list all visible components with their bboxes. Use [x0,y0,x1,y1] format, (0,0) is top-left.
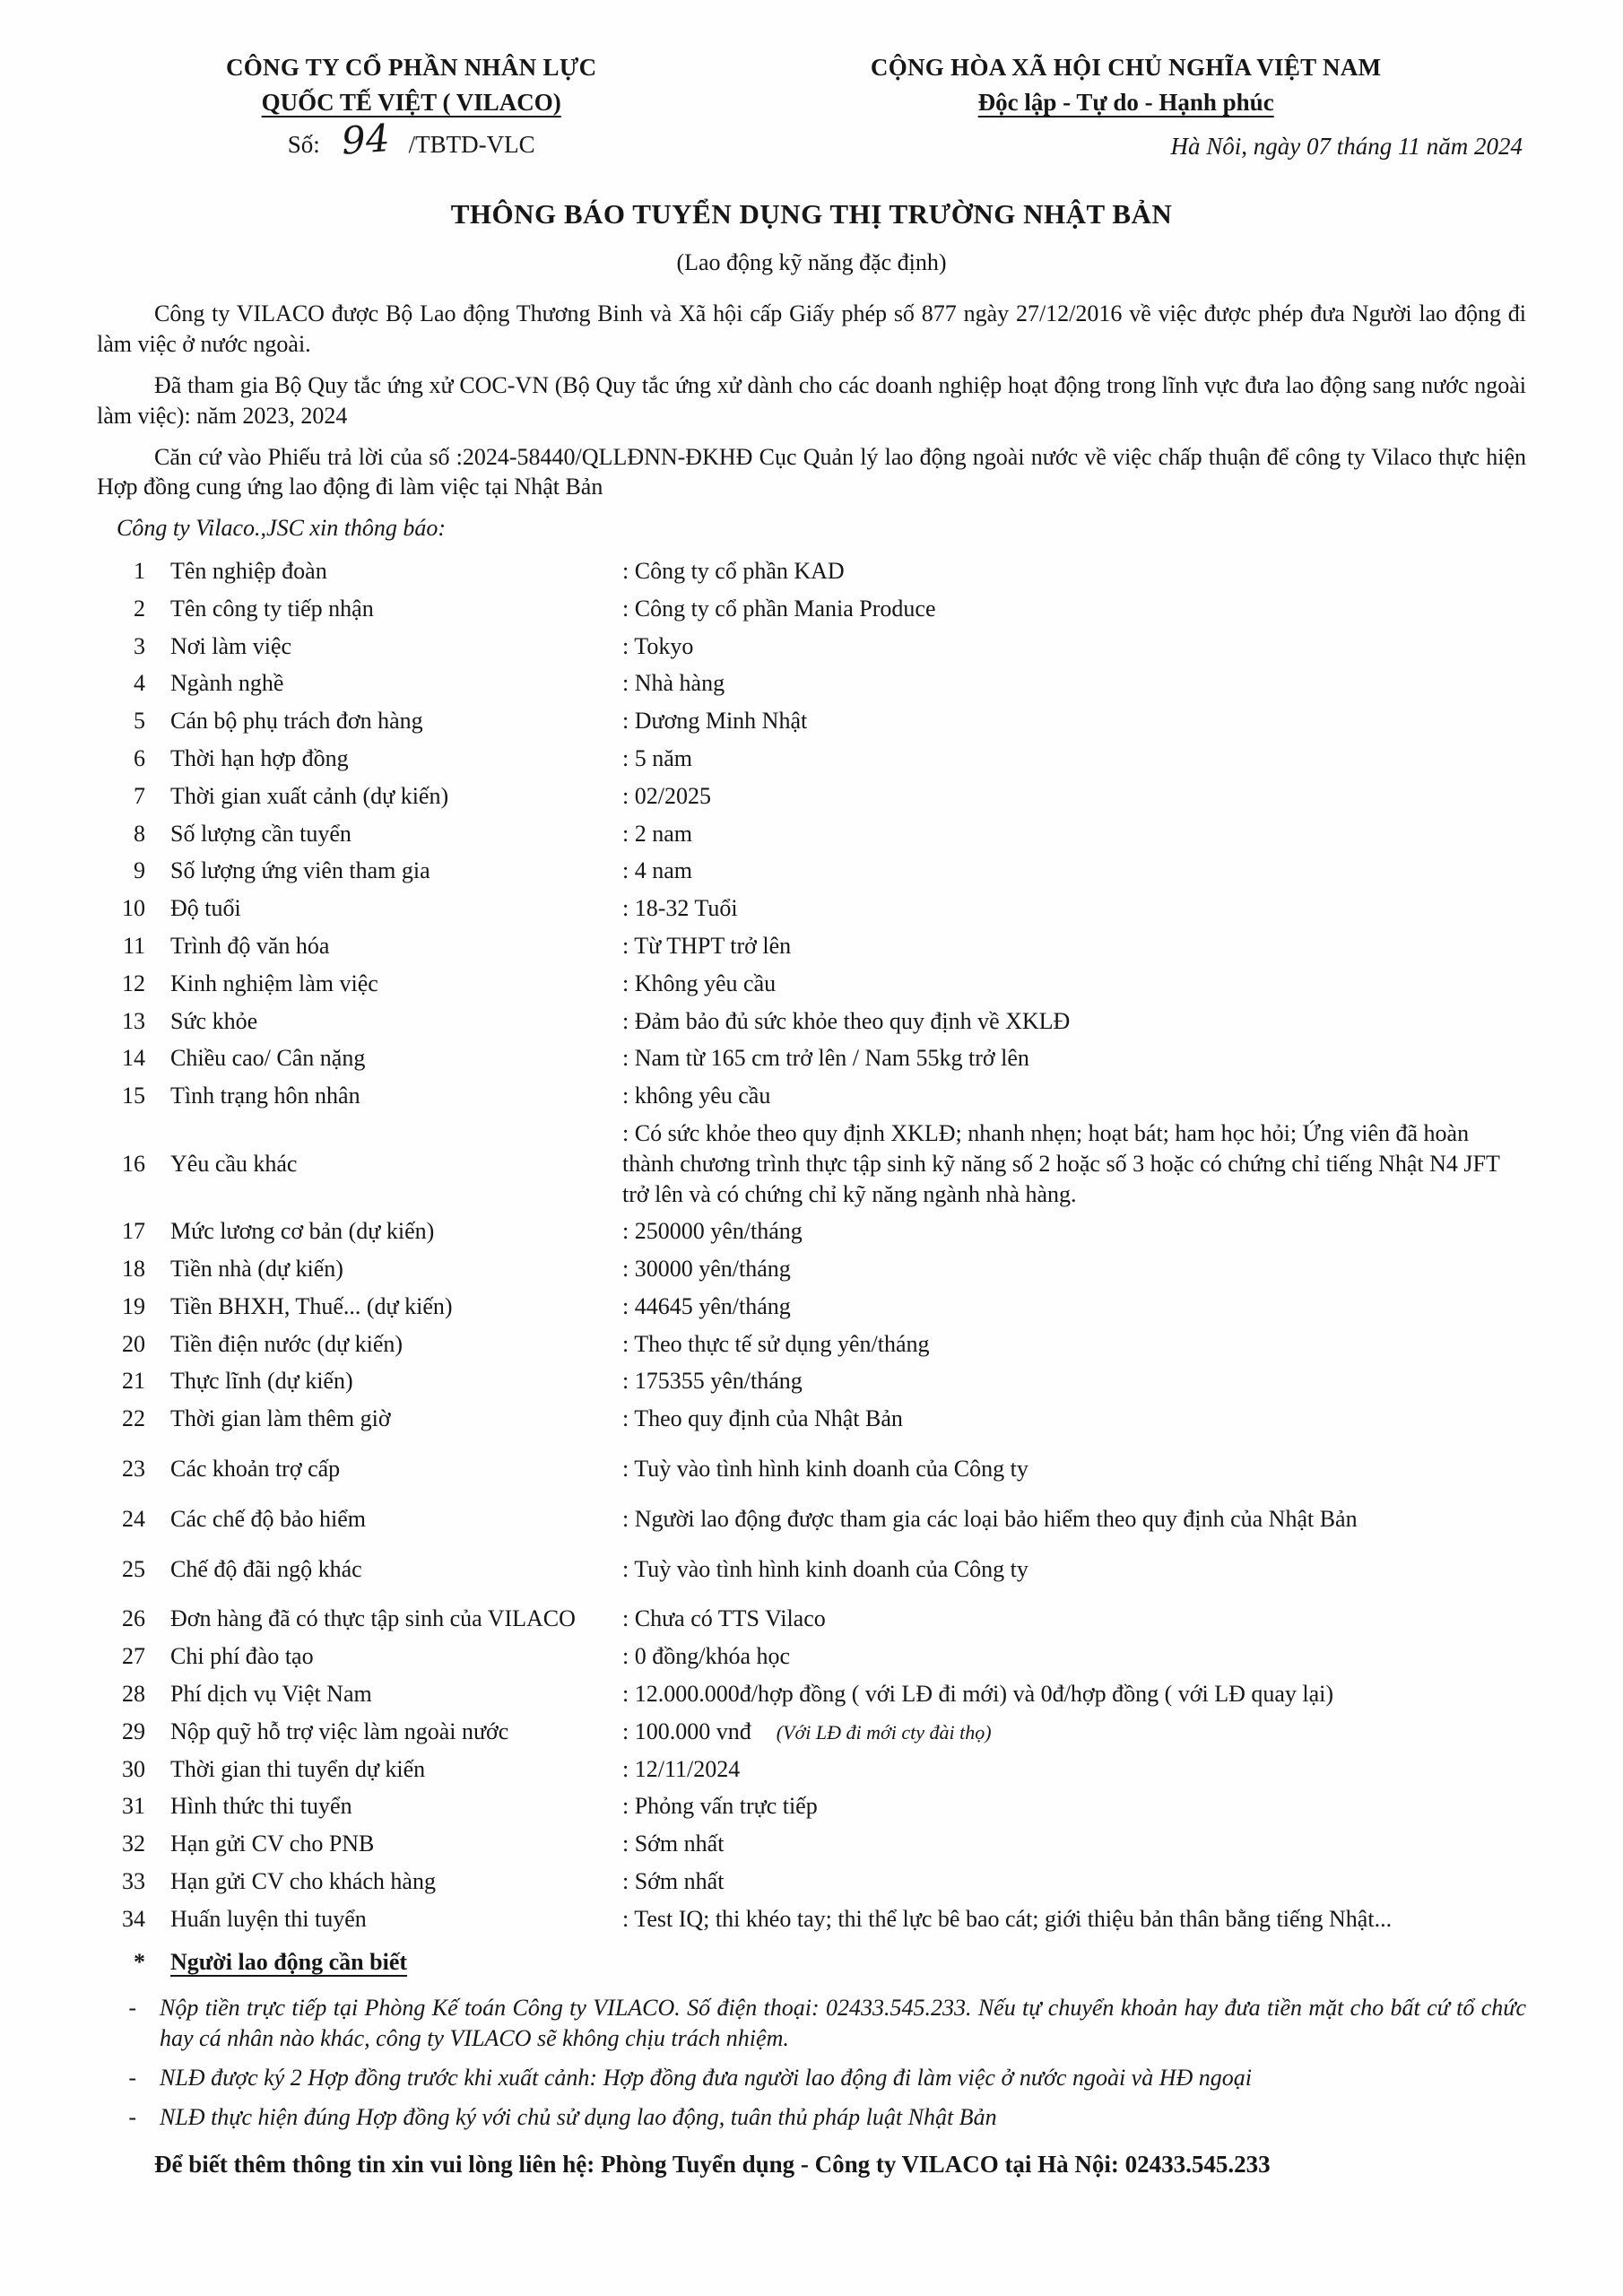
row-number: 30 [122,1755,145,1782]
document-header [97,52,1526,162]
row-value: : Tuỳ vào tình hình kinh doanh của Công ty [622,1456,1028,1483]
row-label: Tiền nhà (dự kiến) [170,1256,343,1283]
row-value: : Từ THPT trở lên [622,932,792,959]
row-label: Hạn gửi CV cho PNB [170,1831,375,1857]
row-value: : Công ty cổ phần KAD [622,557,845,584]
row-number: 26 [122,1605,145,1632]
row-value: : 02/2025 [622,782,711,809]
row-value: : 175355 yên/tháng [622,1368,803,1395]
row-number: 2 [134,595,145,622]
row-value: : 0 đồng/khóa học [622,1643,791,1670]
row-value: : 5 năm [622,744,692,771]
worker-notice-heading [97,1947,1526,1978]
row-number: 23 [122,1456,145,1483]
row-label: Các chế độ bảo hiểm [170,1505,367,1532]
row-value-note: (Với LĐ đi mới cty đài thọ) [776,1720,992,1744]
row-number: 18 [122,1256,145,1283]
document-number-handwritten: 94 [340,116,392,163]
job-detail-row [97,1641,1526,1672]
row-value: : 12.000.000đ/hợp đồng ( với LĐ đi mới) và 0đ/hợp đồng ( với LĐ quay lại) [622,1681,1334,1708]
row-value: : Tuỳ vào tình hình kinh doanh của Công ty [622,1555,1028,1582]
row-label: Chi phí đào tạo [170,1643,314,1670]
row-label: Độ tuổi [170,895,241,922]
row-value: : Có sức khỏe theo quy định XKLĐ; nhanh nhẹn; hoạt bát; ham học hỏi; Ứng viên đã hoàn thành chương trình thực tập sinh kỹ năng số 2 hoặc số 3 hoặc có chứng chỉ tiếng Nhật N4 JFT trở lên và có chứng chỉ kỹ năng ngành nhà hàng. [622,1119,1500,1207]
row-label: Số lượng cần tuyển [170,820,352,847]
row-value: : Dương Minh Nhật [622,708,808,735]
intro-paragraph: Căn cứ vào Phiếu trả lời của số :2024-58440/QLLĐNN-ĐKHĐ Cục Quản lý lao động ngoài nước về việc chấp thuận để công ty Vilaco thực hiện Hợp đồng cung ứng lao động đi làm việc tại Nhật Bản [97,443,1526,500]
row-label: Sức khỏe [170,1007,258,1034]
job-detail-row [97,781,1526,812]
row-number: 6 [134,744,145,771]
footer-note-text: NLĐ thực hiện đúng Hợp đồng ký với chủ sử dụng lao động, tuân thủ pháp luật Nhật Bản [160,2103,997,2130]
job-detail-row [97,594,1526,624]
row-number: 27 [122,1643,145,1670]
job-detail-row [97,1404,1526,1434]
footer-note-text: Nộp tiền trực tiếp tại Phòng Kế toán Công ty VILACO. Số điện thoại: 02433.545.233. Nếu tự chuyển khoản hay đưa tiền mặt cho bất cứ tổ chức hay cá nhân nào khác, công ty VILACO sẽ không chịu trách nhiệm. [160,1995,1526,2052]
intro-paragraphs [97,299,1526,502]
job-detail-row [97,1829,1526,1859]
row-value: : Đảm bảo đủ sức khỏe theo quy định về XKLĐ [622,1007,1071,1034]
row-value: : 100.000 vnđ (Với LĐ đi mới cty đài thọ) [622,1718,992,1744]
row-number: 31 [122,1793,145,1820]
row-value: : Tokyo [622,632,694,659]
national-motto-line2: Độc lập - Tự do - Hạnh phúc [977,89,1274,117]
job-detail-row [97,706,1526,736]
job-detail-row [97,631,1526,662]
row-label: Nơi làm việc [170,632,292,659]
date-line: Hà Nôi, ngày 07 tháng 11 năm 2024 [1170,133,1523,161]
dash-bullet: - [128,2065,136,2092]
job-detail-row [97,856,1526,886]
row-label: Tên công ty tiếp nhận [170,595,374,622]
row-number: 3 [134,632,145,659]
dash-bullet: - [128,2103,136,2130]
footer-note-row [97,2063,1526,2093]
company-header-block [97,52,725,161]
row-number: 33 [122,1868,145,1895]
row-label: Kinh nghiệm làm việc [170,970,378,996]
row-label: Tiền điện nước (dự kiến) [170,1330,404,1357]
job-detail-row [97,969,1526,999]
job-detail-row [97,1081,1526,1111]
footer-notes [97,1993,1526,2132]
row-number: 22 [122,1405,145,1432]
footer-note-row [97,2102,1526,2133]
row-label: Các khoản trợ cấp [170,1456,341,1483]
row-number: 5 [134,708,145,735]
row-number: 20 [122,1330,145,1357]
row-label: Trình độ văn hóa [170,932,330,959]
row-label: Chế độ đãi ngộ khác [170,1555,362,1582]
row-value: : Sớm nhất [622,1831,725,1857]
star-bullet: * [134,1948,145,1975]
row-value: : Công ty cổ phần Mania Produce [622,595,936,622]
row-value: : 30000 yên/tháng [622,1256,791,1283]
row-value: : Người lao động được tham gia các loại bảo hiểm theo quy định của Nhật Bản [622,1505,1358,1532]
job-detail-row [97,1679,1526,1709]
row-number: 21 [122,1368,145,1395]
row-number: 13 [122,1007,145,1034]
row-value: : Chưa có TTS Vilaco [622,1605,826,1632]
row-number: 17 [122,1218,145,1245]
intro-paragraph: Công ty VILACO được Bộ Lao động Thương Binh và Xã hội cấp Giấy phép số 877 ngày 27/12/2016 về việc được phép đưa Người lao động đi làm việc ở nước ngoài. [97,300,1526,358]
row-label: Hạn gửi CV cho khách hàng [170,1868,436,1895]
row-value: : Test IQ; thi khéo tay; thi thể lực bê bao cát; giới thiệu bản thân bằng tiếng Nhật... [622,1905,1393,1932]
job-detail-row [97,1717,1526,1747]
row-value: : Theo quy định của Nhật Bản [622,1405,903,1432]
job-detail-row [97,1043,1526,1074]
job-detail-row [97,1754,1526,1785]
row-value: : Phỏng vấn trực tiếp [622,1793,818,1820]
row-number: 14 [122,1045,145,1072]
worker-notice-title: Người lao động cần biết [170,1948,408,1975]
company-name-line2: QUỐC TẾ VIỆT ( VILACO) [261,89,561,117]
row-value: : Nam từ 165 cm trở lên / Nam 55kg trở lên [622,1045,1029,1072]
row-number: 4 [134,670,145,697]
row-number: 28 [122,1681,145,1708]
row-number: 32 [122,1831,145,1857]
job-detail-row [97,1604,1526,1634]
national-motto-line1: CỘNG HÒA XÃ HỘI CHỦ NGHĨA VIỆT NAM [870,54,1382,81]
row-value: : 4 nam [622,857,692,884]
row-value: : Không yêu cầu [622,970,777,996]
row-label: Ngành nghề [170,670,284,697]
footer-note-text: NLĐ được ký 2 Hợp đồng trước khi xuất cảnh: Hợp đồng đưa người lao động đi làm việc ở nước ngoài và HĐ ngoại [160,2065,1252,2092]
job-detail-row [97,819,1526,849]
row-label: Thời gian làm thêm giờ [170,1405,391,1432]
job-detail-row [97,1504,1526,1535]
announcement-lead: Công ty Vilaco.,JSC xin thông báo: [117,515,447,542]
row-number: 8 [134,820,145,847]
row-number: 11 [122,932,145,959]
document-number-suffix: /TBTD-VLC [408,131,535,159]
job-detail-row [97,744,1526,774]
row-label: Huấn luyện thi tuyển [170,1905,367,1932]
row-number: 12 [122,970,145,996]
document-number-label: Số: [287,131,320,159]
row-value: : 12/11/2024 [622,1755,741,1782]
row-value: : Sớm nhất [622,1868,725,1895]
row-label: Nộp quỹ hỗ trợ việc làm ngoài nước [170,1718,509,1744]
row-number: 29 [122,1718,145,1744]
row-number: 19 [122,1292,145,1319]
row-value: : Nhà hàng [622,670,725,697]
row-number: 7 [134,782,145,809]
row-label: Đơn hàng đã có thực tập sinh của VILACO [170,1605,576,1632]
row-label: Cán bộ phụ trách đơn hàng [170,708,423,735]
footer-note-row [97,1993,1526,2054]
job-detail-row [97,1118,1526,1209]
job-detail-list [97,556,1526,1935]
document-number-line [97,116,725,163]
job-detail-row [97,1292,1526,1322]
job-detail-row [97,1454,1526,1484]
page-subtitle: (Lao động kỹ năng đặc định) [676,248,947,275]
row-label: Yêu cầu khác [170,1150,298,1177]
row-value: : Theo thực tế sử dụng yên/tháng [622,1330,930,1357]
row-value: : 250000 yên/tháng [622,1218,803,1245]
job-detail-row [97,1791,1526,1822]
company-name-line1: CÔNG TY CỔ PHẦN NHÂN LỰC [225,54,597,81]
dash-bullet: - [128,1995,136,2022]
row-label: Thời gian thi tuyển dự kiến [170,1755,426,1782]
contact-line: Để biết thêm thông tin xin vui lòng liên hệ: Phòng Tuyển dụng - Công ty VILACO tại Hà Nội: 02433.545.233 [154,2150,1271,2178]
intro-paragraph: Đã tham gia Bộ Quy tắc ứng xử COC-VN (Bộ Quy tắc ứng xử dành cho các doanh nghiệp hoạt động trong lĩnh vực đưa lao động sang nước ngoài làm việc): năm 2023, 2024 [97,371,1526,429]
row-number: 15 [122,1083,145,1109]
row-label: Thực lĩnh (dự kiến) [170,1368,353,1395]
row-number: 9 [134,857,145,884]
row-number: 34 [122,1905,145,1932]
job-detail-row [97,1329,1526,1360]
row-label: Thời gian xuất cảnh (dự kiến) [170,782,449,809]
row-label: Hình thức thi tuyển [170,1793,352,1820]
row-label: Thời hạn hợp đồng [170,744,349,771]
row-label: Tên nghiệp đoàn [170,557,327,584]
row-label: Chiều cao/ Cân nặng [170,1045,366,1072]
job-detail-row [97,1366,1526,1396]
row-number: 25 [122,1555,145,1582]
job-detail-row [97,1554,1526,1585]
job-detail-row [97,1904,1526,1935]
job-detail-row [97,1006,1526,1037]
row-number: 1 [134,557,145,584]
job-detail-row [97,668,1526,699]
row-value: : không yêu cầu [622,1083,771,1109]
job-detail-row [97,931,1526,961]
row-value: : 18-32 Tuổi [622,895,738,922]
job-detail-row [97,893,1526,924]
row-number: 16 [122,1150,145,1177]
row-label: Phí dịch vụ Việt Nam [170,1681,372,1708]
row-value: : 44645 yên/tháng [622,1292,791,1319]
job-detail-row [97,1866,1526,1897]
job-detail-row [97,1216,1526,1247]
row-label: Tiền BHXH, Thuế... (dự kiến) [170,1292,453,1319]
page-title: THÔNG BÁO TUYỂN DỤNG THỊ TRƯỜNG NHẬT BẢN [450,198,1173,230]
job-detail-row [97,556,1526,587]
job-detail-row [97,1254,1526,1284]
row-value: : 2 nam [622,820,692,847]
national-header-block [725,52,1526,162]
row-label: Số lượng ứng viên tham gia [170,857,430,884]
row-number: 24 [122,1505,145,1532]
row-label: Tình trạng hôn nhân [170,1083,360,1109]
row-number: 10 [122,895,145,922]
row-label: Mức lương cơ bản (dự kiến) [170,1218,435,1245]
